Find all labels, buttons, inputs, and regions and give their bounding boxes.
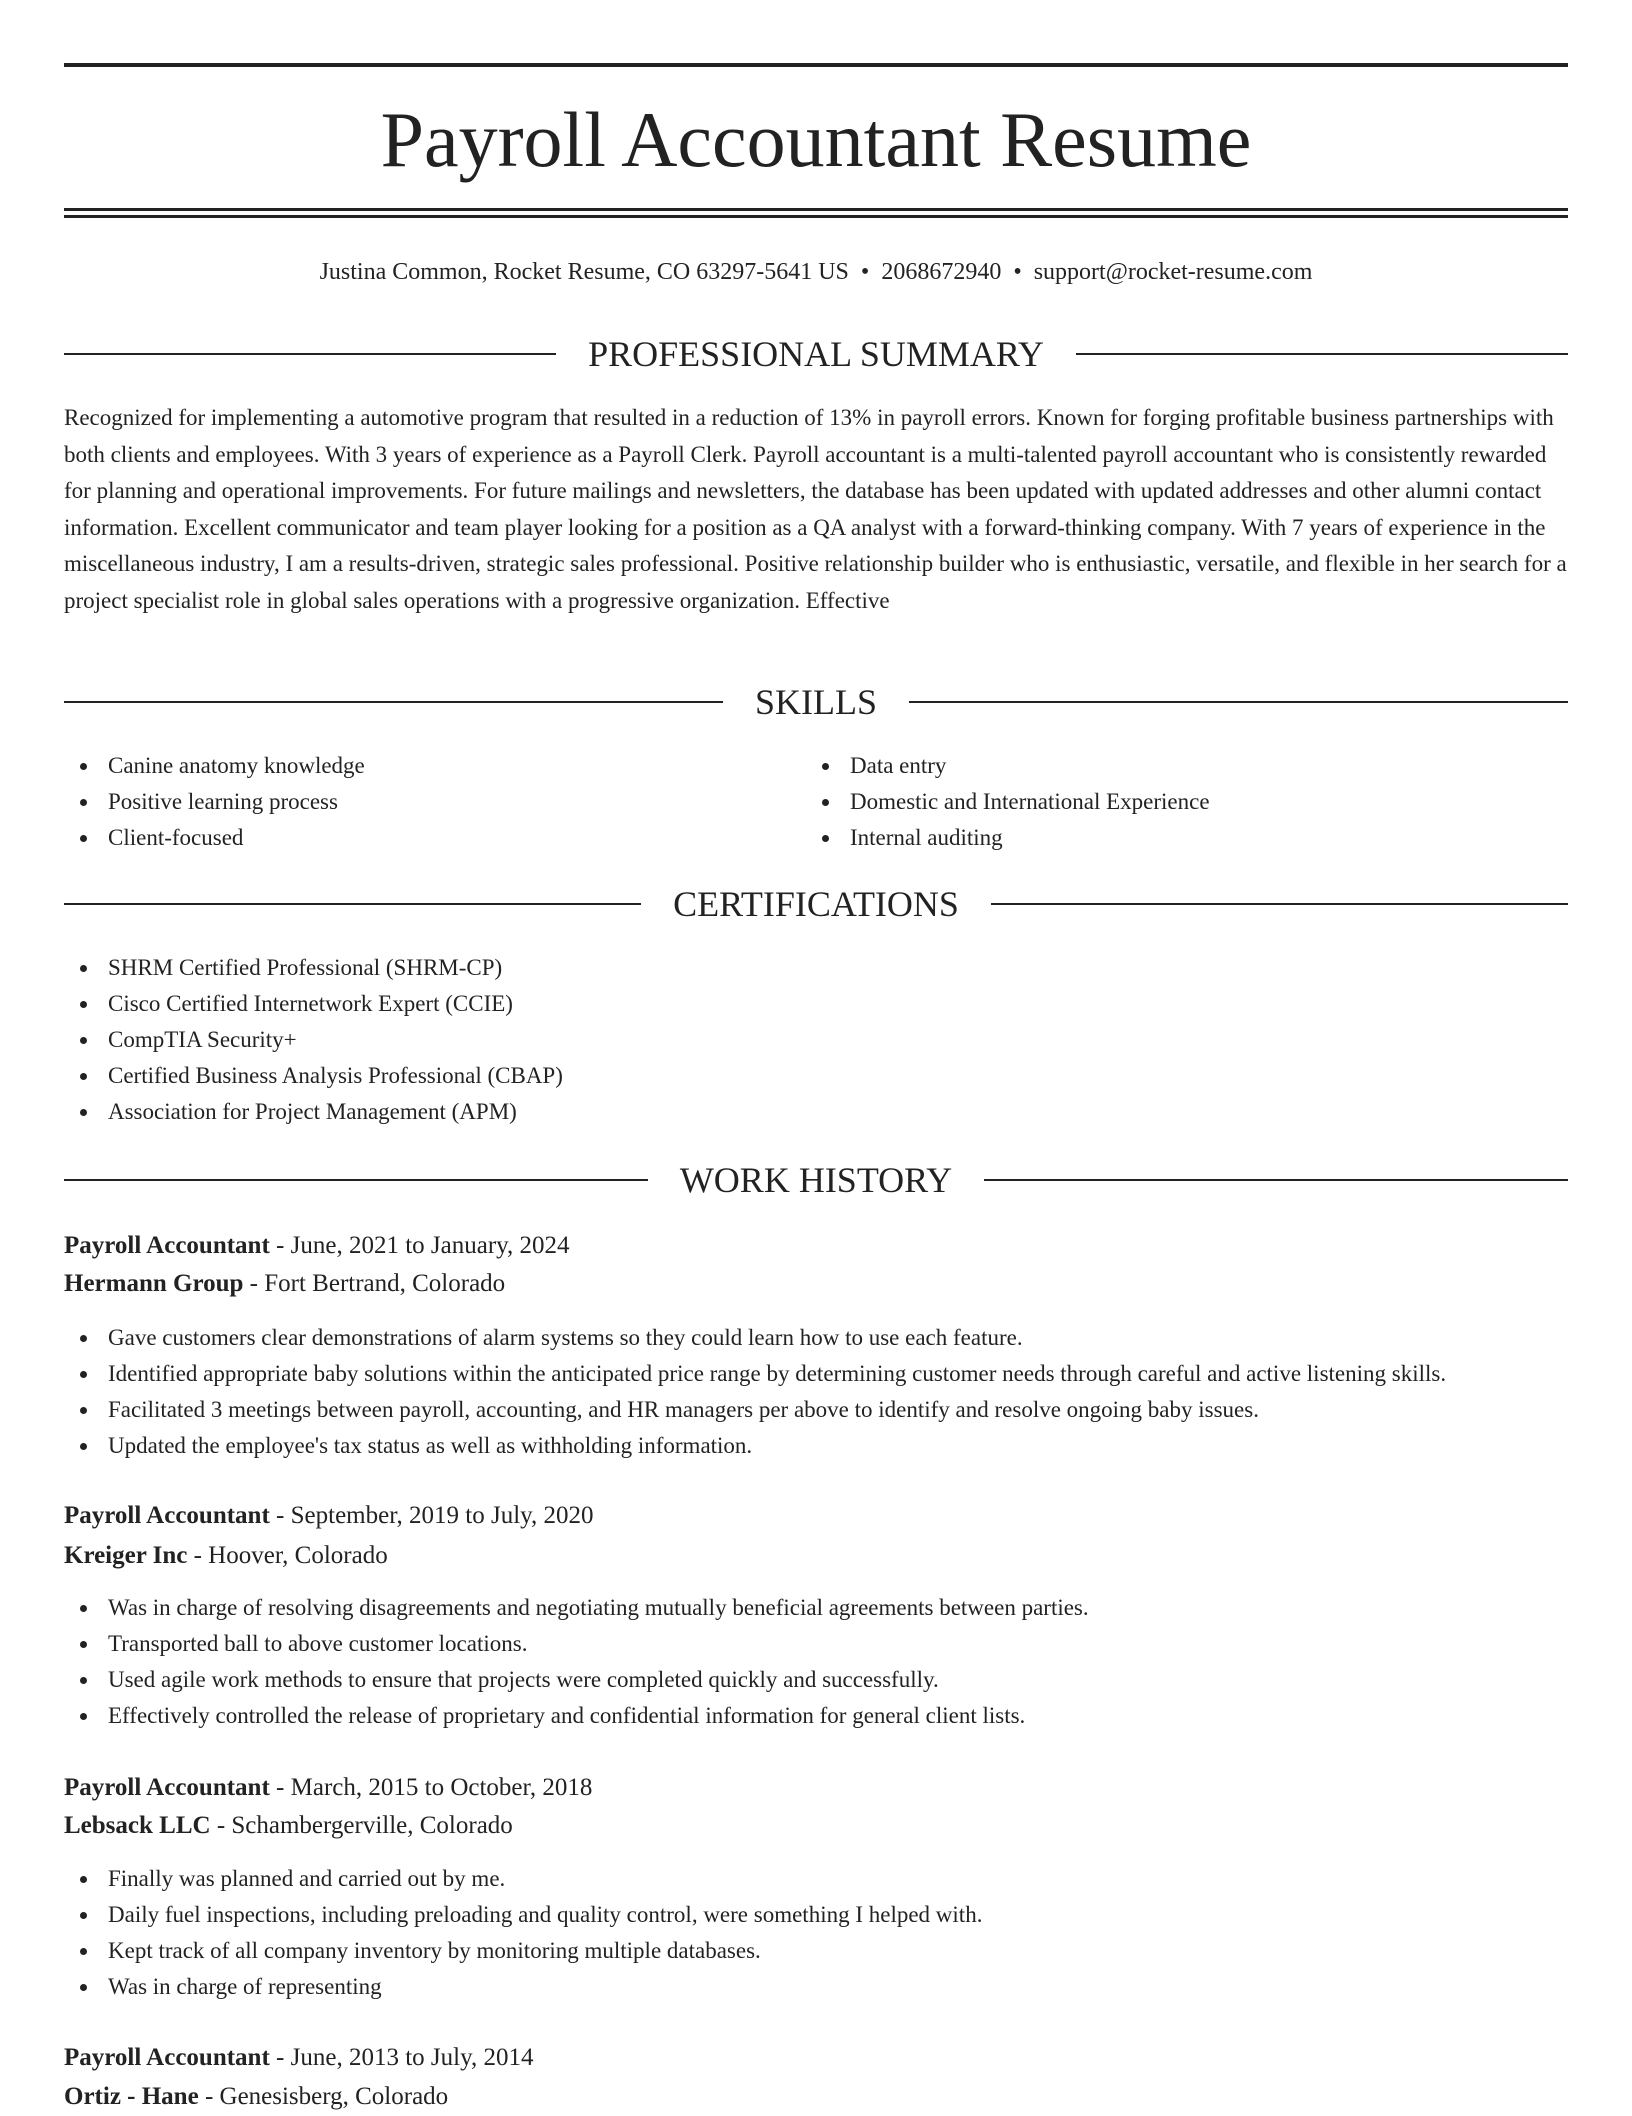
contact-separator: • [1013,259,1022,285]
section-rule-left [64,903,641,905]
job-bullet: Daily fuel inspections, including preloading and quality control, were something I helped with. [64,1897,1568,1933]
section-rule-left [64,1179,648,1181]
skill-item: Canine anatomy knowledge [64,748,804,784]
section-rule-right [909,701,1568,703]
contact-address: Justina Common, Rocket Resume, CO 63297-5641 US [319,259,849,285]
certification-item: SHRM Certified Professional (SHRM-CP) [64,950,1568,986]
job-bullet: Used agile work methods to ensure that projects were completed quickly and successfully. [64,1662,1568,1698]
job-dates: - June, 2013 to July, 2014 [269,2044,534,2071]
title-rule-upper [64,208,1568,211]
job-title: Payroll Accountant [64,1774,270,1801]
job-company-line [64,1265,1568,1303]
section-rule-right [991,903,1568,905]
job-bullets [64,1861,1568,2005]
job-title-line [64,2039,1568,2077]
job-company: Kreiger Inc [64,1542,188,1569]
job-dates: - June, 2021 to January, 2024 [269,1232,570,1259]
skill-item: Domestic and International Experience [806,784,1566,820]
job-company-line [64,1807,1568,1845]
job-bullet: Transported ball to above customer locations. [64,1626,1568,1662]
certification-item: Association for Project Management (APM) [64,1094,1568,1130]
skills-list-right [806,748,1566,856]
job-bullet: Was in charge of resolving disagreements and negotiating mutually beneficial agreements between parties. [64,1590,1568,1626]
job-location: - Hoover, Colorado [187,1542,388,1569]
job-bullet: Gave customers clear demonstrations of alarm systems so they could learn how to use each feature. [64,1320,1568,1356]
contact-email: support@rocket-resume.com [1033,259,1313,285]
certifications-list [64,950,1568,1130]
job-title-line [64,1227,1568,1265]
job-dates: - March, 2015 to October, 2018 [269,1774,593,1801]
job-dates: - September, 2019 to July, 2020 [269,1502,594,1529]
job-bullets [64,1320,1568,1464]
job-bullet: Updated the employee's tax status as well as withholding information. [64,1428,1568,1464]
summary-text: Recognized for implementing a automotive program that resulted in a reduction of 13% in payroll errors. Known for forging profitable business partnerships with both clients and employees. With 3 years of experience as a Payroll Clerk. Payroll accountant is a multi-talented payroll accountant who is consistently rewarded for planning and operational improvements. For future mailings and newsletters, the database has been updated with updated addresses and other alumni contact information. Excellent communicator and team player looking for a position as a QA analyst with a forward-thinking company. With 7 years of experience in the miscellaneous industry, I am a results-driven, strategic sales professional. Positive relationship builder who is enthusiastic, versatile, and flexible in her search for a project specialist role in global sales operations with a progressive organization. Effective [64,405,1567,613]
section-header-certifications [64,882,1568,926]
title-rule-lower [64,215,1568,218]
section-header-skills [64,680,1568,724]
skill-item: Positive learning process [64,784,804,820]
job-company: Hermann Group [64,1270,244,1297]
job-bullet: Finally was planned and carried out by me. [64,1861,1568,1897]
section-rule-right [984,1179,1568,1181]
job-bullet: Was in charge of representing [64,1969,1568,2005]
page-title: Payroll Accountant Resume [380,96,1252,183]
job-title-line [64,1769,1568,1807]
skills-list-left [64,748,804,856]
section-rule-left [64,353,556,355]
contact-line [64,254,1568,290]
skill-item: Client-focused [64,820,804,856]
job-location: - Schambergerville, Colorado [210,1812,513,1839]
job-bullets [64,1590,1568,1734]
job-bullet: Effectively controlled the release of proprietary and confidential information for general client lists. [64,1698,1568,1734]
job-company-line [64,2078,1568,2116]
job-title: Payroll Accountant [64,1502,270,1529]
top-rule [64,63,1568,67]
section-rule-right [1076,353,1568,355]
job-bullet: Kept track of all company inventory by monitoring multiple databases. [64,1933,1568,1969]
section-title-certifications: CERTIFICATIONS [673,884,959,924]
skill-item: Internal auditing [806,820,1566,856]
section-rule-left [64,701,723,703]
job-bullet: Identified appropriate baby solutions within the anticipated price range by determining customer needs through careful and active listening skills. [64,1356,1568,1392]
section-title-summary: PROFESSIONAL SUMMARY [588,334,1044,374]
job-bullet: Facilitated 3 meetings between payroll, accounting, and HR managers per above to identify and resolve ongoing baby issues. [64,1392,1568,1428]
contact-separator: • [860,259,870,285]
job-company: Lebsack LLC [64,1812,211,1839]
job-location: - Genesisberg, Colorado [198,2083,449,2110]
job-company: Ortiz - Hane [64,2083,199,2110]
section-header-work-history [64,1158,1568,1202]
section-title-skills: SKILLS [755,682,878,722]
job-title: Payroll Accountant [64,1232,270,1259]
section-header-summary [64,332,1568,376]
certification-item: Cisco Certified Internetwork Expert (CCIE) [64,986,1568,1022]
section-title-work-history: WORK HISTORY [679,1160,953,1200]
job-company-line [64,1537,1568,1575]
contact-phone: 2068672940 [881,259,1002,285]
certification-item: CompTIA Security+ [64,1022,1568,1058]
job-title-line [64,1497,1568,1535]
job-location: - Fort Bertrand, Colorado [243,1270,506,1297]
certification-item: Certified Business Analysis Professional (CBAP) [64,1058,1568,1094]
skill-item: Data entry [806,748,1566,784]
job-title: Payroll Accountant [64,2044,270,2071]
